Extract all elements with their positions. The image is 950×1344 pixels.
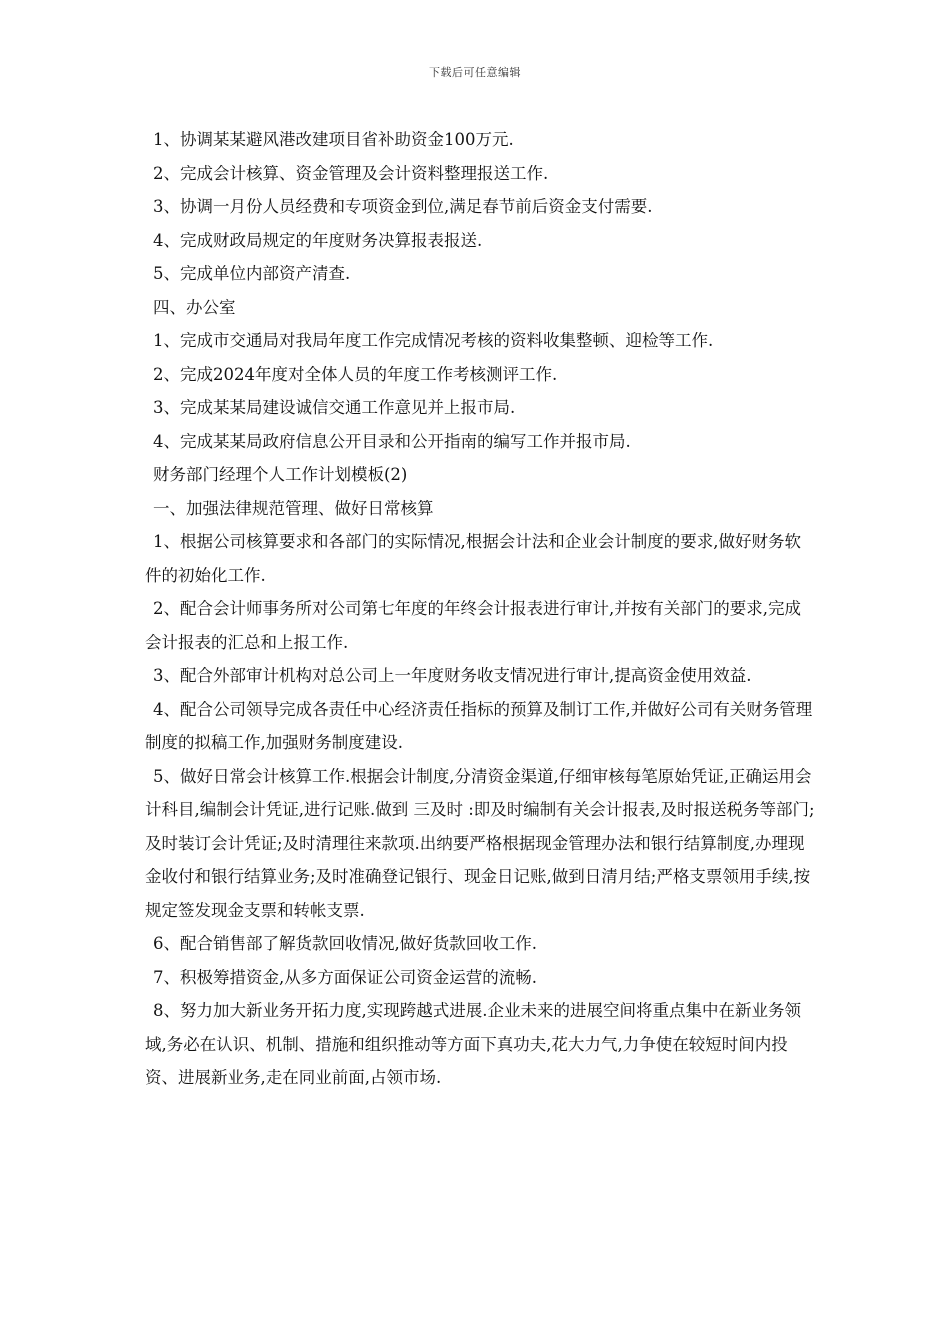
section-heading: 四、办公室 [153,297,236,317]
paragraph: 4、完成财政局规定的年度财务决算报表报送. [153,230,483,250]
paragraph: 3、协调一月份人员经费和专项资金到位,满足春节前后资金支付需要. [153,197,653,216]
section-heading: 一、加强法律规范管理、做好日常核算 [153,498,434,518]
paragraph: 1、协调某某避风港改建项目省补助资金100万元. [153,130,514,149]
page-header: 下载后可任意编辑 [429,66,521,79]
paragraph: 4、配合公司领导完成各责任中心经济责任指标的预算及制订工作,并做好公司有关财务管理制度的拟稿工作,加强财务制度建设. [145,699,813,752]
paragraph: 1、完成市交通局对我局年度工作完成情况考核的资料收集整顿、迎检等工作. [153,331,714,350]
paragraph: 3、配合外部审计机构对总公司上一年度财务收支情况进行审计,提高资金使用效益. [153,666,752,685]
paragraph: 2、完成会计核算、资金管理及会计资料整理报送工作. [153,163,549,183]
paragraph: 2、配合会计师事务所对公司第七年度的年终会计报表进行审计,并按有关部门的要求,完成会计报表的汇总和上报工作. [145,599,801,652]
paragraph: 5、做好日常会计核算工作.根据会计制度,分清资金渠道,仔细审核每笔原始凭证,正确运用会计科目,编制会计凭证,进行记账.做到 三及时 :即及时编制有关会计报表,及时报送税务等部门;及时装订会计凭证;及时清理往来款项.出纳要严格根据现金管理办法和银行结算制度,办理现金收付和银行结算业务;及时准确登记银行、现金日记账,做到日清月结;严格支票领用手续,按规定签发现金支票和转帐支票. [145,766,815,920]
paragraph: 2、完成2024年度对全体人员的年度工作考核测评工作. [153,364,558,384]
paragraph: 5、完成单位内部资产清查. [153,264,351,283]
document-title: 财务部门经理个人工作计划模板(2) [153,465,408,484]
document-body [145,123,815,1095]
paragraph: 6、配合销售部了解货款回收情况,做好货款回收工作. [153,934,537,953]
paragraph: 3、完成某某局建设诚信交通工作意见并上报市局. [153,398,516,417]
paragraph: 4、完成某某局政府信息公开目录和公开指南的编写工作并报市局. [153,431,631,451]
paragraph: 7、积极筹措资金,从多方面保证公司资金运营的流畅. [153,967,537,987]
paragraph: 8、努力加大新业务开拓力度,实现跨越式进展.企业未来的进展空间将重点集中在新业务领域,务必在认识、机制、措施和组织推动等方面下真功夫,花大力气,力争使在较短时间内投资、进展新业务,走在同业前面,占领市场. [145,1001,801,1087]
paragraph: 1、根据公司核算要求和各部门的实际情况,根据会计法和企业会计制度的要求,做好财务软件的初始化工作. [145,532,801,585]
